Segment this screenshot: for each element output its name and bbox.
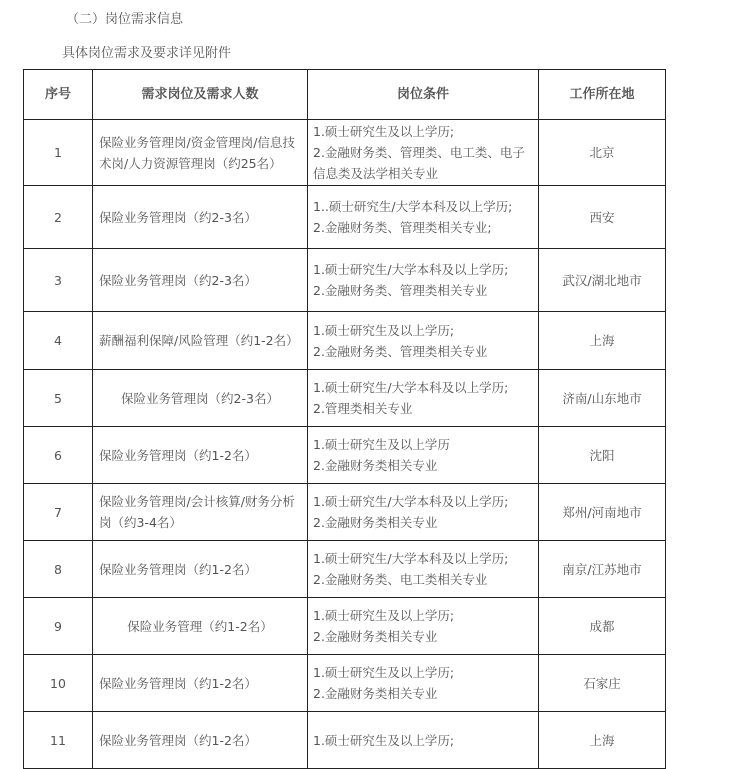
cell-no: 5 (24, 370, 93, 427)
cell-location: 上海 (539, 312, 666, 370)
condition-line: 1.硕士研究生及以上学历; (313, 124, 455, 139)
condition-line: 2.金融财务类、管理类相关专业; (313, 220, 492, 235)
cell-post: 保险业务管理（约1-2名） (93, 598, 308, 655)
condition-line: 2.金融财务类相关专业 (313, 458, 438, 473)
cell-location: 上海 (539, 712, 666, 769)
condition-line: 2.金融财务类、管理类相关专业 (313, 343, 488, 359)
cell-conditions (308, 712, 539, 769)
cell-post: 保险业务管理岗（约1-2名） (93, 712, 308, 769)
header-post: 需求岗位及需求人数 (93, 70, 308, 120)
cell-no: 3 (24, 249, 93, 312)
condition-line: 2.金融财务类相关专业 (313, 686, 438, 701)
cell-no: 10 (24, 655, 93, 712)
condition-line: 1.硕士研究生/大学本科及以上学历; (313, 551, 509, 566)
table-row (24, 541, 666, 598)
cell-location: 沈阳 (539, 427, 666, 484)
condition-line: 1.硕士研究生及以上学历; (313, 322, 455, 338)
condition-line: 2.管理类相关专业 (313, 401, 413, 416)
cell-no: 11 (24, 712, 93, 769)
header-cond: 岗位条件 (308, 70, 539, 120)
table-row (24, 186, 666, 249)
cell-post: 保险业务管理岗/资金管理岗/信息技术岗/人力资源管理岗（约25名） (93, 120, 308, 186)
cell-post: 保险业务管理岗（约2-3名） (93, 186, 308, 249)
cell-location: 西安 (539, 186, 666, 249)
table-row (24, 120, 666, 186)
table-row (24, 484, 666, 541)
condition-line: 1.硕士研究生及以上学历 (313, 437, 450, 452)
condition-line: 1.硕士研究生及以上学历; (313, 608, 455, 623)
cell-conditions (308, 120, 539, 186)
cell-no: 9 (24, 598, 93, 655)
condition-line: 2.金融财务类、电工类相关专业 (313, 572, 488, 587)
cell-location: 石家庄 (539, 655, 666, 712)
section-title: （二）岗位需求信息 (66, 12, 184, 27)
cell-conditions (308, 312, 539, 370)
condition-line: 1.硕士研究生及以上学历; (313, 665, 455, 680)
cell-conditions (308, 249, 539, 312)
condition-line: 1.硕士研究生/大学本科及以上学历; (313, 262, 509, 277)
cell-conditions (308, 598, 539, 655)
cell-post: 保险业务管理岗（约2-3名） (93, 249, 308, 312)
job-table (23, 69, 666, 769)
job-table-container (23, 69, 665, 769)
condition-line: 1.硕士研究生及以上学历; (313, 732, 455, 748)
table-row (24, 249, 666, 312)
table-row (24, 370, 666, 427)
cell-post: 保险业务管理岗（约1-2名） (93, 541, 308, 598)
condition-line: 2.金融财务类、管理类、电工类、电子 (313, 145, 525, 160)
table-header-row (24, 70, 666, 120)
condition-line: 2.金融财务类、管理类相关专业 (313, 283, 488, 298)
cell-location: 郑州/河南地市 (539, 484, 666, 541)
cell-conditions (308, 484, 539, 541)
cell-location: 成都 (539, 598, 666, 655)
table-body (24, 120, 666, 769)
cell-location: 南京/江苏地市 (539, 541, 666, 598)
intro-text: 具体岗位需求及要求详见附件 (62, 46, 232, 61)
cell-post: 保险业务管理岗（约1-2名） (93, 427, 308, 484)
table-row (24, 427, 666, 484)
cell-no: 7 (24, 484, 93, 541)
condition-line: 1..硕士研究生/大学本科及以上学历; (313, 199, 513, 214)
cell-conditions (308, 370, 539, 427)
cell-location: 济南/山东地市 (539, 370, 666, 427)
cell-post: 薪酬福利保障/风险管理（约1-2名） (93, 312, 308, 370)
condition-line: 信息类及法学相关专业 (313, 166, 439, 181)
cell-post: 保险业务管理岗（约1-2名） (93, 655, 308, 712)
cell-no: 8 (24, 541, 93, 598)
cell-no: 1 (24, 120, 93, 186)
cell-conditions (308, 427, 539, 484)
cell-location: 武汉/湖北地市 (539, 249, 666, 312)
table-row (24, 712, 666, 769)
table-row (24, 598, 666, 655)
condition-line: 2.金融财务类相关专业 (313, 515, 438, 530)
cell-location: 北京 (539, 120, 666, 186)
cell-no: 6 (24, 427, 93, 484)
condition-line: 2.金融财务类相关专业 (313, 629, 438, 644)
condition-line: 1.硕士研究生/大学本科及以上学历; (313, 494, 509, 509)
cell-conditions (308, 186, 539, 249)
cell-no: 2 (24, 186, 93, 249)
table-row (24, 655, 666, 712)
condition-line: 1.硕士研究生/大学本科及以上学历; (313, 380, 509, 395)
table-row (24, 312, 666, 370)
cell-no: 4 (24, 312, 93, 370)
cell-post: 保险业务管理岗（约2-3名） (93, 370, 308, 427)
header-no: 序号 (24, 70, 93, 120)
cell-post: 保险业务管理岗/会计核算/财务分析岗（约3-4名） (93, 484, 308, 541)
cell-conditions (308, 541, 539, 598)
cell-conditions (308, 655, 539, 712)
header-loc: 工作所在地 (539, 70, 666, 120)
